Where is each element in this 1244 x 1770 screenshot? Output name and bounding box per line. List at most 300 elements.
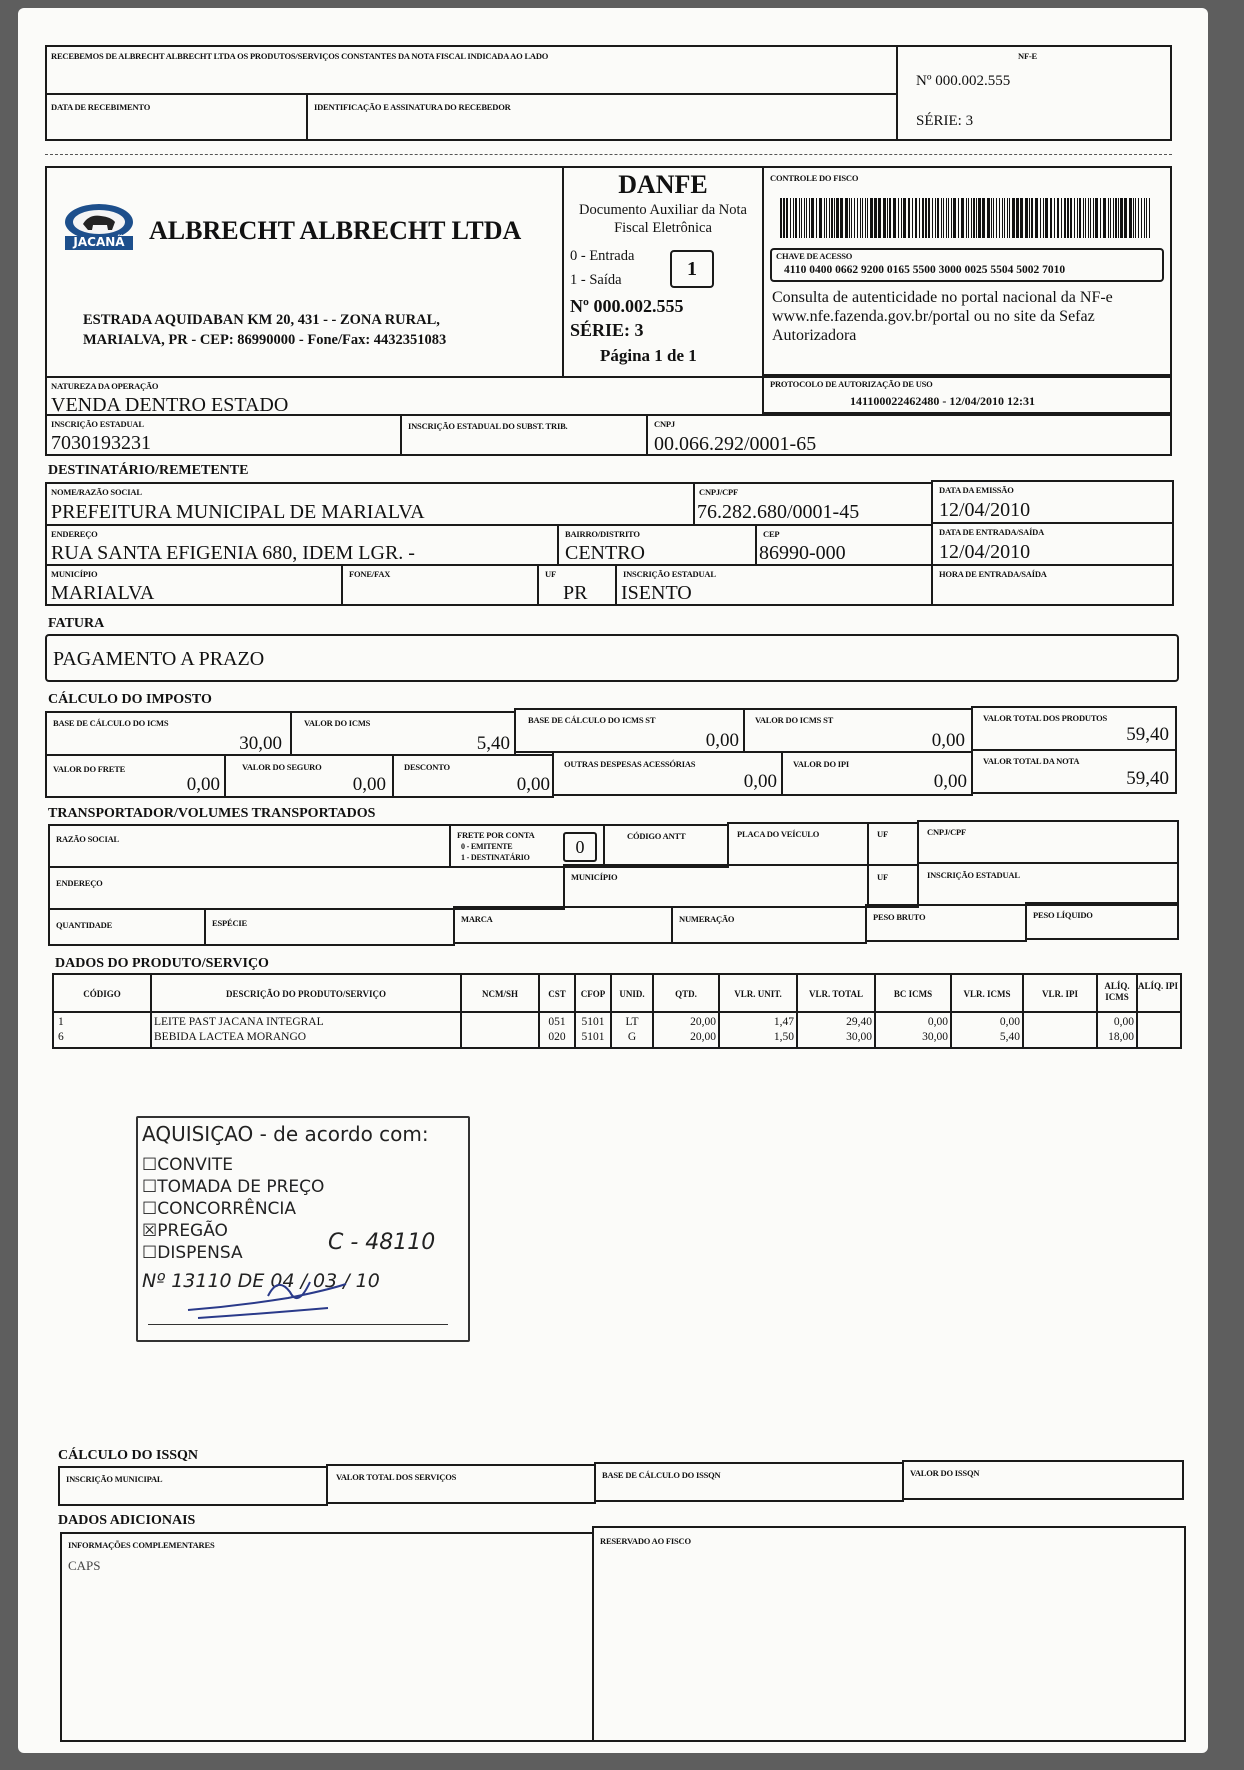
barcode-bar	[860, 198, 861, 238]
issqn-value-box	[902, 1460, 1184, 1500]
city-value: MARIALVA	[51, 582, 155, 604]
barcode-bar	[935, 198, 936, 238]
district-box	[557, 524, 757, 566]
receipt-nfe-label: NF-E	[1018, 51, 1038, 61]
natureza-label: NATUREZA DA OPERAÇÃO	[51, 381, 159, 391]
barcode-bar	[819, 198, 822, 238]
barcode-bar	[1007, 198, 1008, 238]
cnpj-box	[646, 414, 1172, 456]
danfe-subtitle2: Fiscal Eletrônica	[614, 220, 712, 236]
products-header-qty: QTD.	[675, 989, 697, 999]
barcode-bar	[1100, 198, 1101, 238]
carrier-city-label: MUNICÍPIO	[571, 872, 618, 882]
barcode-bar	[1115, 198, 1117, 238]
barcode-bar	[937, 198, 939, 238]
phone-label: FONE/FAX	[349, 569, 391, 579]
barcode-bar	[1029, 198, 1030, 238]
row1-cst: 051	[548, 1016, 566, 1028]
barcode-bar	[941, 198, 942, 238]
barcode-bar	[948, 198, 949, 238]
barcode-bar	[915, 198, 917, 238]
row2-unit: G	[627, 1031, 637, 1043]
danfe-subtitle1: Documento Auxiliar da Nota	[579, 202, 747, 218]
barcode-bar	[912, 198, 913, 238]
other-box	[552, 751, 783, 796]
recipient-name-label: NOME/RAZÃO SOCIAL	[51, 487, 142, 497]
barcode-bar	[790, 198, 791, 238]
freight-option-0: 0 - EMITENTE	[461, 842, 513, 851]
antt-label: CÓDIGO ANTT	[627, 831, 686, 841]
stamp-option-dispensa: ☐DISPENSA	[142, 1243, 243, 1263]
barcode-bar	[1120, 198, 1123, 238]
barcode-bar	[867, 198, 868, 238]
barcode-bar	[1031, 198, 1033, 238]
barcode-bar	[1079, 198, 1081, 238]
barcode-bar	[1020, 198, 1023, 238]
products-header-ipi: VLR. IPI	[1041, 989, 1078, 999]
row1-code: 1	[58, 1016, 64, 1028]
total-products-label: VALOR TOTAL DOS PRODUTOS	[983, 713, 1108, 723]
barcode-bar	[976, 198, 977, 238]
control-box	[762, 166, 1172, 378]
barcode-bar	[845, 198, 848, 238]
access-key: 4110 0400 0662 9200 0165 5500 3000 0025 5504 5002 7010	[784, 264, 1066, 276]
access-key-box	[770, 248, 1164, 282]
barcode-bar	[809, 198, 810, 238]
carrier-ie-box	[917, 862, 1179, 906]
recipient-ie: ISENTO	[621, 582, 692, 604]
carrier-name-box	[48, 824, 451, 868]
freight-box	[45, 754, 226, 798]
barcode-bar	[951, 198, 952, 238]
barcode-bar	[1146, 198, 1147, 238]
insurance-label: VALOR DO SEGURO	[242, 762, 322, 772]
products-header-icms: VLR. ICMS	[963, 989, 1011, 999]
receipt-nfe-box	[896, 45, 1172, 141]
carrier-uf-label: UF	[877, 829, 888, 839]
barcode-bar	[1025, 198, 1028, 238]
barcode-bar	[801, 198, 802, 238]
barcode-bar	[1088, 198, 1089, 238]
barcode-bar	[971, 198, 972, 238]
stamp-handwritten-code: C - 48110	[328, 1230, 436, 1255]
issuer-address-line1: ESTRADA AQUIDABAN KM 20, 431 - - ZONA RURAL,	[83, 312, 440, 328]
acquisition-stamp	[136, 1116, 470, 1342]
entry-date: 12/04/2010	[939, 541, 1031, 563]
stamp-option-tomada: ☐TOMADA DE PREÇO	[142, 1177, 325, 1197]
barcode-bar	[999, 198, 1000, 238]
volume-numbering-label: NUMERAÇÃO	[679, 914, 735, 924]
ipi-label: VALOR DO IPI	[793, 759, 850, 769]
barcode-bar	[968, 198, 969, 238]
receipt-signature-label: IDENTIFICAÇÃO E ASSINATURA DO RECEBEDOR	[314, 102, 511, 112]
uf-box	[537, 564, 617, 606]
barcode-bar	[1077, 198, 1078, 238]
protocolo-box	[762, 374, 1172, 414]
carrier-cnpj-box	[917, 820, 1179, 864]
base-st-box	[514, 708, 745, 753]
natureza-value: VENDA DENTRO ESTADO	[51, 394, 289, 416]
barcode-bar	[1144, 198, 1145, 238]
recipient-address: RUA SANTA EFIGENIA 680, IDEM LGR. -	[51, 542, 415, 564]
barcode-bar	[878, 198, 881, 238]
products-header-ncm: NCM/SH	[482, 989, 518, 999]
freight-account-box	[449, 824, 605, 868]
stamp-number-line: Nº 13110 DE 04 / 03 / 10	[142, 1270, 380, 1292]
barcode-bar	[849, 198, 850, 238]
row2-cst: 020	[548, 1031, 566, 1043]
row2-aliq-icms: 18,00	[1108, 1031, 1134, 1043]
protocolo-label: PROTOCOLO DE AUTORIZAÇÃO DE USO	[770, 379, 933, 389]
row2-description: BEBIDA LACTEA MORANGO	[154, 1031, 307, 1043]
ipi-box	[781, 751, 973, 796]
barcode-bar	[903, 198, 906, 238]
barcode-bar	[922, 198, 924, 238]
ie-st-label: INSCRIÇÃO ESTADUAL DO SUBST. TRIB.	[408, 421, 568, 431]
row1-aliq-icms: 0,00	[1113, 1016, 1134, 1028]
emission-box	[931, 480, 1174, 524]
entry-date-label: DATA DE ENTRADA/SAÍDA	[939, 527, 1045, 537]
receipt-series: SÉRIE: 3	[916, 113, 974, 129]
issqn-section: CÁLCULO DO ISSQN	[58, 1448, 199, 1463]
fisco-reserved-label: RESERVADO AO FISCO	[600, 1536, 691, 1546]
issuer-box	[45, 166, 564, 378]
barcode-bar	[1050, 198, 1052, 238]
row1-unit: LT	[625, 1016, 639, 1028]
barcode-bar	[996, 198, 997, 238]
barcode-bar	[783, 198, 785, 238]
barcode-bar	[966, 198, 967, 238]
icms-st-value: 0,00	[931, 730, 965, 751]
receipt-number: Nº 000.002.555	[916, 73, 1011, 89]
barcode-bar	[993, 198, 994, 238]
receipt-date-box	[45, 93, 308, 141]
products-header-total: VLR. TOTAL	[808, 989, 864, 999]
barcode-bar	[1070, 198, 1072, 238]
cep-box	[755, 524, 933, 566]
base-st-value: 0,00	[705, 730, 739, 751]
barcode-bar	[831, 198, 833, 238]
col-sep	[460, 975, 462, 1047]
barcode-bar	[901, 198, 902, 238]
barcode-bar	[1085, 198, 1086, 238]
barcode-bar	[829, 198, 830, 238]
net-weight-label: PESO LÍQUIDO	[1033, 910, 1093, 920]
freight-option-1: 1 - DESTINATÁRIO	[461, 853, 530, 862]
barcode-bar	[1009, 198, 1010, 238]
row2-unit-price: 1,50	[773, 1031, 794, 1043]
carrier-city-box	[563, 864, 869, 908]
net-weight-box	[1025, 902, 1179, 940]
row1-qty: 20,00	[690, 1016, 716, 1028]
products-header-description: DESCRIÇÃO DO PRODUTO/SERVIÇO	[225, 989, 387, 999]
base-icms-label: BASE DE CÁLCULO DO ICMS	[53, 718, 169, 728]
barcode-bar	[987, 198, 990, 238]
barcode-bar	[982, 198, 985, 238]
carrier-address-label: ENDEREÇO	[56, 878, 103, 888]
plate-box	[727, 822, 869, 866]
col-sep	[1022, 975, 1024, 1047]
recipient-address-label: ENDEREÇO	[51, 529, 98, 539]
barcode-bar	[1004, 198, 1005, 238]
tax-section: CÁLCULO DO IMPOSTO	[48, 692, 212, 707]
issqn-base-label: BASE DE CÁLCULO DO ISSQN	[602, 1470, 721, 1480]
barcode-bar	[1035, 198, 1038, 238]
freight-value: 0,00	[186, 774, 220, 795]
products-header-unit-price: VLR. UNIT.	[734, 989, 782, 999]
barcode-bar	[874, 198, 877, 238]
row1-cfop: 5101	[581, 1016, 605, 1028]
carrier-uf-box	[867, 822, 919, 866]
barcode-bar	[1061, 198, 1062, 238]
issqn-base-box	[594, 1462, 904, 1502]
carrier-name-label: RAZÃO SOCIAL	[56, 834, 120, 844]
barcode-bar	[1110, 198, 1111, 238]
carrier-uf2-label: UF	[877, 872, 888, 882]
insurance-box	[224, 754, 394, 798]
barcode-bar	[978, 198, 981, 238]
checkbox-empty-icon: ☐	[142, 1243, 158, 1263]
row1-description: LEITE PAST JACANA INTEGRAL	[154, 1016, 324, 1028]
icms-st-box	[743, 708, 973, 753]
municipal-ie-box	[58, 1466, 328, 1506]
cep-label: CEP	[763, 529, 780, 539]
base-icms-box	[45, 711, 292, 756]
icms-box	[290, 711, 516, 756]
recipient-name: PREFEITURA MUNICIPAL DE MARIALVA	[51, 501, 425, 523]
barcode-bar	[795, 198, 797, 238]
entry-time-box	[931, 564, 1174, 606]
icms-label: VALOR DO ICMS	[304, 718, 371, 728]
ie-label: INSCRIÇÃO ESTADUAL	[51, 419, 144, 429]
freight-value: 0	[575, 837, 585, 857]
barcode-bar	[851, 198, 852, 238]
barcode-bar	[840, 198, 843, 238]
row2-icms: 5,40	[999, 1031, 1020, 1043]
phone-box	[341, 564, 539, 606]
products-section: DADOS DO PRODUTO/SERVIÇO	[55, 956, 269, 971]
danfe-type-value: 1	[687, 258, 697, 280]
logo-text: JACANÃ	[73, 235, 125, 249]
city-box	[45, 564, 343, 606]
barcode-bar	[857, 198, 858, 238]
consulta-text: Consulta de autenticidade no portal nacional da NF-e www.nfe.fazenda.gov.br/portal ou no site da Sefaz Autorizadora	[772, 289, 1113, 344]
fisco-reserved-box	[592, 1526, 1186, 1742]
base-icms-value: 30,00	[239, 733, 282, 754]
emission-label: DATA DA EMISSÃO	[939, 485, 1014, 495]
products-header-cst: CST	[548, 989, 566, 999]
products-header-aliq-icms: ALÍQ. ICMS	[1104, 981, 1130, 1002]
barcode-bar	[958, 198, 959, 238]
barcode-bar	[1118, 198, 1119, 238]
stamp-options	[142, 1154, 324, 1264]
barcode-bar	[804, 198, 805, 238]
barcode-bar	[1002, 198, 1003, 238]
barcode-bar	[806, 198, 807, 238]
barcode-bar	[919, 198, 920, 238]
icms-st-label: VALOR DO ICMS ST	[755, 715, 834, 725]
total-note-label: VALOR TOTAL DA NOTA	[983, 756, 1080, 766]
volume-qty-label: QUANTIDADE	[56, 920, 113, 930]
barcode-bar	[961, 198, 964, 238]
barcode-bar	[834, 198, 835, 238]
barcode-bar	[793, 198, 794, 238]
freight-value-box	[563, 832, 597, 862]
cnpj-value: 00.066.292/0001-65	[654, 433, 817, 455]
barcode-bar	[799, 198, 800, 238]
danfe-entrada: 0 - Entrada	[570, 248, 635, 264]
base-st-label: BASE DE CÁLCULO DO ICMS ST	[528, 715, 656, 725]
ie-value: 7030193231	[51, 432, 151, 454]
receipt-text: RECEBEMOS DE ALBRECHT ALBRECHT LTDA OS PRODUTOS/SERVIÇOS CONSTANTES DA NOTA FISCAL INDICADA AO LADO	[51, 51, 549, 61]
other-value: 0,00	[743, 771, 777, 792]
barcode-bar	[1129, 198, 1132, 238]
barcode-bar	[1135, 198, 1136, 238]
barcode-bar	[898, 198, 899, 238]
ie-box	[45, 414, 402, 456]
barcode-bar	[887, 198, 888, 238]
stamp-signature-line	[148, 1324, 448, 1325]
recipient-ie-box	[615, 564, 933, 606]
fatura-value: PAGAMENTO A PRAZO	[53, 648, 265, 670]
row2-total: 30,00	[846, 1031, 872, 1043]
recipient-cnpj-box	[693, 482, 933, 526]
danfe-box	[562, 166, 764, 378]
products-header-unit: UNID.	[619, 989, 645, 999]
barcode-bar	[836, 198, 839, 238]
row2-cfop: 5101	[581, 1031, 605, 1043]
barcode-bar	[893, 198, 896, 238]
barcode-bar	[883, 198, 886, 238]
barcode-bar	[1040, 198, 1041, 238]
stamp-option-concorrencia: ☐CONCORRÊNCIA	[142, 1199, 297, 1219]
barcode-bar	[1133, 198, 1134, 238]
barcode-bar	[1074, 198, 1075, 238]
row1-icms: 0,00	[999, 1016, 1020, 1028]
products-header-aliq-ipi: ALÍQ. IPI	[1138, 981, 1179, 991]
row2-code: 6	[58, 1031, 64, 1043]
barcode-bar	[816, 198, 817, 238]
barcode-bar	[870, 198, 873, 238]
checkbox-empty-icon: ☐	[142, 1155, 158, 1175]
icms-value: 5,40	[476, 733, 510, 754]
products-table	[52, 973, 1182, 1049]
municipal-ie-label: INSCRIÇÃO MUNICIPAL	[66, 1474, 163, 1484]
barcode-bar	[1103, 198, 1106, 238]
fatura-box	[45, 634, 1179, 682]
discount-value: 0,00	[516, 774, 550, 795]
danfe-number: Nº 000.002.555	[570, 296, 684, 316]
row1-unit-price: 1,47	[773, 1016, 794, 1028]
transport-section: TRANSPORTADOR/VOLUMES TRANSPORTADOS	[48, 806, 376, 821]
col-sep	[150, 975, 152, 1047]
carrier-uf2-box	[867, 864, 919, 908]
access-key-label: CHAVE DE ACESSO	[776, 251, 853, 261]
barcode-bar	[1149, 198, 1150, 238]
recipient-address-box	[45, 524, 559, 566]
barcode-bar	[786, 198, 788, 238]
danfe-page-count: Página 1 de 1	[600, 346, 697, 365]
barcode-bar	[991, 198, 992, 238]
services-total-label: VALOR TOTAL DOS SERVIÇOS	[336, 1472, 457, 1482]
receipt-box	[45, 45, 898, 95]
entry-time-label: HORA DE ENTRADA/SAÍDA	[939, 569, 1047, 579]
freight-label: VALOR DO FRETE	[53, 764, 126, 774]
cep-value: 86990-000	[759, 542, 846, 564]
additional-info-value: CAPS	[68, 1558, 101, 1573]
gross-weight-label: PESO BRUTO	[873, 912, 926, 922]
barcode-bar	[1067, 198, 1069, 238]
recipient-ie-label: INSCRIÇÃO ESTADUAL	[623, 569, 716, 579]
barcode-bar	[908, 198, 910, 238]
receipt-date-label: DATA DE RECEBIMENTO	[51, 102, 151, 112]
danfe-title: DANFE	[618, 170, 708, 199]
issuer-name: ALBRECHT ALBRECHT LTDA	[149, 216, 522, 245]
issuer-address-line2: MARIALVA, PR - CEP: 86990000 - Fone/Fax: 4432351083	[83, 332, 447, 348]
control-label: CONTROLE DO FISCO	[770, 173, 859, 183]
barcode-bar	[943, 198, 944, 238]
barcode-bar	[1083, 198, 1084, 238]
ie-st-box	[400, 414, 648, 456]
receipt-signature-box	[306, 93, 898, 141]
services-total-box	[326, 1464, 596, 1504]
total-note-box	[971, 749, 1177, 794]
products-header-bc-icms: BC ICMS	[893, 989, 933, 999]
discount-label: DESCONTO	[404, 762, 450, 772]
barcode-bar	[973, 198, 975, 238]
carrier-ie-label: INSCRIÇÃO ESTADUAL	[927, 870, 1020, 880]
products-header-cfop: CFOP	[580, 989, 606, 999]
barcode-bar	[1012, 198, 1015, 238]
row2-bc-icms: 30,00	[922, 1031, 948, 1043]
barcode-bar	[1124, 198, 1127, 238]
volume-brand-box	[453, 906, 673, 944]
volume-brand-label: MARCA	[461, 914, 493, 924]
barcode-bar	[1045, 198, 1048, 238]
discount-box	[392, 754, 554, 798]
signature-scribble	[178, 1268, 358, 1328]
other-label: OUTRAS DESPESAS ACESSÓRIAS	[564, 759, 696, 769]
barcode-bar	[1113, 198, 1114, 238]
barcode-bar	[1016, 198, 1019, 238]
row1-bc-icms: 0,00	[927, 1016, 948, 1028]
barcode-bar	[1043, 198, 1044, 238]
volume-species-label: ESPÉCIE	[212, 918, 247, 928]
carrier-cnpj-label: CNPJ/CPF	[927, 827, 967, 837]
danfe-type-box	[670, 250, 714, 288]
barcode-bar	[1090, 198, 1091, 238]
total-products-box	[971, 706, 1177, 751]
volume-species-box	[204, 908, 455, 946]
protocolo-value: 141100022462480 - 12/04/2010 12:31	[850, 394, 1035, 408]
products-header-code: CÓDIGO	[83, 989, 121, 999]
barcode-bar	[953, 198, 956, 238]
stamp-option-pregao: ☒PREGÃO	[142, 1221, 228, 1241]
ipi-value: 0,00	[933, 771, 967, 792]
additional-section: DADOS ADICIONAIS	[58, 1513, 196, 1528]
insurance-value: 0,00	[352, 774, 386, 795]
danfe-page	[18, 8, 1208, 1753]
carrier-address-box	[48, 866, 565, 910]
cut-line	[45, 154, 1172, 155]
barcode-bar	[1095, 198, 1098, 238]
emission-date: 12/04/2010	[939, 499, 1031, 521]
barcode-bar	[780, 198, 782, 238]
barcode-bar	[889, 198, 891, 238]
uf-label: UF	[545, 569, 556, 579]
barcode-bar	[862, 198, 863, 238]
district-value: CENTRO	[565, 542, 645, 564]
